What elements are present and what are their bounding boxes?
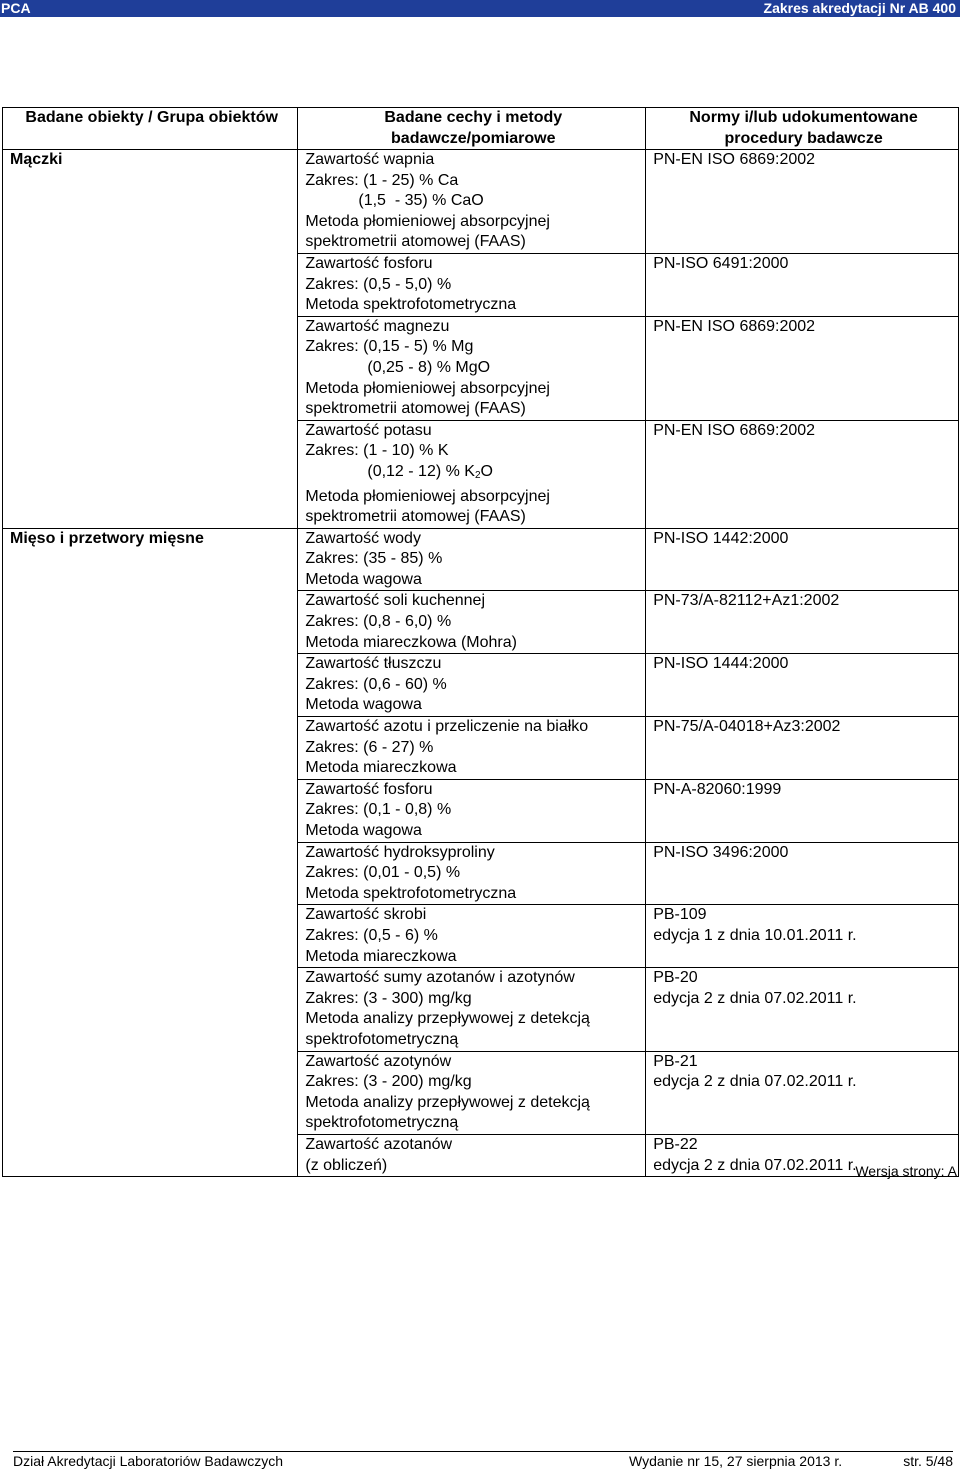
- norm-line: PB-20: [653, 969, 698, 987]
- feature-line: Zakres: (1 - 10) % K: [305, 442, 449, 460]
- norm-cell: [646, 654, 959, 717]
- norm-cell: [646, 253, 959, 316]
- feature-line: spektrometrii atomowej (FAAS): [305, 508, 526, 526]
- feature-line: spektrometrii atomowej (FAAS): [305, 233, 526, 251]
- feature-cell: [298, 253, 646, 316]
- feature-line: Zakres: (35 - 85) %: [305, 550, 443, 568]
- feature-cell: [298, 968, 646, 1051]
- feature-line: Zawartość wapnia: [305, 151, 435, 168]
- object-group-cell: Mięso i przetwory mięsne: [3, 528, 298, 1176]
- feature-line: (z obliczeń): [305, 1156, 388, 1174]
- norm-cell: [646, 420, 959, 528]
- feature-line: Zawartość tłuszczu: [305, 655, 442, 673]
- feature-line: Metoda płomieniowej absorpcyjnej: [305, 487, 550, 505]
- norm-line: PB-22: [653, 1135, 698, 1153]
- feature-line: Metoda płomieniowej absorpcyjnej: [305, 212, 550, 230]
- feature-line: spektrofotometryczną: [305, 1114, 459, 1132]
- feature-line: Metoda miareczkowa: [305, 947, 457, 965]
- object-group-cell: Mączki: [3, 150, 298, 529]
- norm-cell: [646, 316, 959, 420]
- feature-line: Zawartość sumy azotanów i azotynów: [305, 969, 575, 987]
- feature-cell: [298, 591, 646, 654]
- table-row: [3, 528, 959, 591]
- header-doc-title: Zakres akredytacji Nr AB 400: [763, 0, 956, 16]
- norm-cell: [646, 842, 959, 905]
- feature-line: Metoda analizy przepływowej z detekcją: [305, 1010, 590, 1028]
- feature-cell: [298, 717, 646, 780]
- norm-line: PN-75/A-04018+Az3:2002: [653, 718, 841, 736]
- page-footer: [13, 1451, 953, 1470]
- feature-line: Metoda analizy przepływowej z detekcją: [305, 1093, 590, 1111]
- norm-cell: [646, 968, 959, 1051]
- feature-cell: [298, 905, 646, 968]
- norm-cell: [646, 779, 959, 842]
- norm-cell: [646, 528, 959, 591]
- feature-cell: [298, 1134, 646, 1176]
- feature-line: Zawartość fosforu: [305, 780, 433, 798]
- feature-line: Zawartość wody: [305, 529, 421, 547]
- feature-cell: [298, 842, 646, 905]
- norm-line: PN-73/A-82112+Az1:2002: [653, 592, 840, 610]
- feature-line: Zawartość soli kuchennej: [305, 592, 485, 610]
- norm-cell: [646, 717, 959, 780]
- norm-line: PN-ISO 1442:2000: [653, 529, 789, 547]
- feature-cell: [298, 420, 646, 528]
- footer-page-number: str. 5/48: [903, 1453, 953, 1469]
- subscript: 2: [474, 469, 481, 481]
- feature-line: Zawartość magnezu: [305, 317, 450, 335]
- norm-line: PB-21: [653, 1052, 698, 1070]
- feature-line: Metoda wagowa: [305, 822, 422, 839]
- feature-line: (1,5 - 35) % CaO: [358, 192, 484, 210]
- accreditation-table: [2, 107, 959, 1177]
- feature-line: Zakres: (0,01 - 0,5) %: [305, 864, 461, 882]
- feature-line: Zawartość azotynów: [305, 1052, 452, 1070]
- feature-cell: [298, 150, 646, 254]
- feature-line: Zakres: (0,5 - 5,0) %: [305, 275, 452, 293]
- norm-line: PB-109: [653, 906, 707, 924]
- norm-line: PN-EN ISO 6869:2002: [653, 421, 816, 439]
- feature-line: Zakres: (3 - 200) mg/kg: [305, 1073, 472, 1091]
- feature-line: spektrofotometryczną: [305, 1030, 459, 1048]
- norm-cell: [646, 591, 959, 654]
- header-bar: [0, 0, 960, 17]
- feature-line: Zakres: (0,5 - 6) %: [305, 926, 438, 944]
- feature-line: Zawartość azotu i przeliczenie na białko: [305, 718, 589, 736]
- page-version: Wersja strony: A: [855, 1163, 957, 1179]
- table-header-row: [3, 108, 959, 150]
- feature-line: Zakres: (3 - 300) mg/kg: [305, 989, 472, 1007]
- feature-line: Metoda wagowa: [305, 570, 422, 588]
- feature-cell: [298, 779, 646, 842]
- norm-line: PN-ISO 1444:2000: [653, 655, 789, 673]
- feature-line: (0,25 - 8) % MgO: [367, 358, 491, 376]
- feature-line: Zakres: (0,1 - 0,8) %: [305, 801, 452, 819]
- feature-line: Metoda miareczkowa: [305, 759, 457, 777]
- norm-line: PN-EN ISO 6869:2002: [653, 151, 816, 168]
- feature-line: [305, 462, 641, 487]
- feature-line: Metoda spektrofotometryczna: [305, 884, 517, 902]
- feature-cell: [298, 316, 646, 420]
- norm-line: PN-ISO 3496:2000: [653, 843, 789, 861]
- feature-line: spektrometrii atomowej (FAAS): [305, 400, 526, 418]
- norm-line: PN-ISO 6491:2000: [653, 254, 789, 272]
- feature-line: Zakres: (1 - 25) % Ca: [305, 171, 459, 189]
- feature-line: Zawartość skrobi: [305, 906, 427, 924]
- feature-line: Metoda miareczkowa (Mohra): [305, 633, 517, 651]
- feature-line: Zawartość fosforu: [305, 254, 433, 272]
- feature-line: Zawartość azotanów: [305, 1135, 453, 1153]
- norm-cell: [646, 150, 959, 254]
- norm-cell: [646, 1051, 959, 1134]
- col-header-features: Badane cechy i metody badawcze/pomiarowe: [298, 108, 646, 150]
- norm-line: edycja 2 z dnia 07.02.2011 r.: [653, 1073, 857, 1091]
- header-org: PCA: [1, 0, 31, 16]
- feature-line: Zakres: (6 - 27) %: [305, 738, 434, 756]
- feature-cell: [298, 1051, 646, 1134]
- norm-line: edycja 2 z dnia 07.02.2011 r.: [653, 989, 857, 1007]
- feature-text-tail: O: [480, 462, 493, 480]
- norm-cell: [646, 905, 959, 968]
- table-row: [3, 150, 959, 254]
- norm-line: PN-EN ISO 6869:2002: [653, 317, 816, 335]
- feature-line: Zakres: (0,8 - 6,0) %: [305, 613, 452, 631]
- feature-cell: [298, 654, 646, 717]
- norm-line: edycja 2 z dnia 07.02.2011 r.: [653, 1156, 857, 1174]
- norm-line: edycja 1 z dnia 10.01.2011 r.: [653, 926, 857, 944]
- feature-line: Zawartość potasu: [305, 421, 432, 439]
- feature-line: Metoda wagowa: [305, 696, 422, 714]
- feature-line: Zakres: (0,15 - 5) % Mg: [305, 338, 474, 356]
- footer-edition: Wydanie nr 15, 27 sierpnia 2013 r.: [629, 1453, 843, 1469]
- footer-department: Dział Akredytacji Laboratoriów Badawczych: [13, 1453, 284, 1469]
- feature-text: (0,12 - 12) % K: [367, 462, 475, 480]
- col-header-norms: Normy i/lub udokumentowane procedury badawcze: [646, 108, 959, 150]
- norm-line: PN-A-82060:1999: [653, 780, 782, 798]
- feature-line: Metoda płomieniowej absorpcyjnej: [305, 379, 550, 397]
- feature-line: Metoda spektrofotometryczna: [305, 296, 517, 314]
- feature-line: Zawartość hydroksyproliny: [305, 843, 495, 861]
- col-header-objects: Badane obiekty / Grupa obiektów: [3, 108, 298, 150]
- feature-line: Zakres: (0,6 - 60) %: [305, 675, 447, 693]
- feature-cell: [298, 528, 646, 591]
